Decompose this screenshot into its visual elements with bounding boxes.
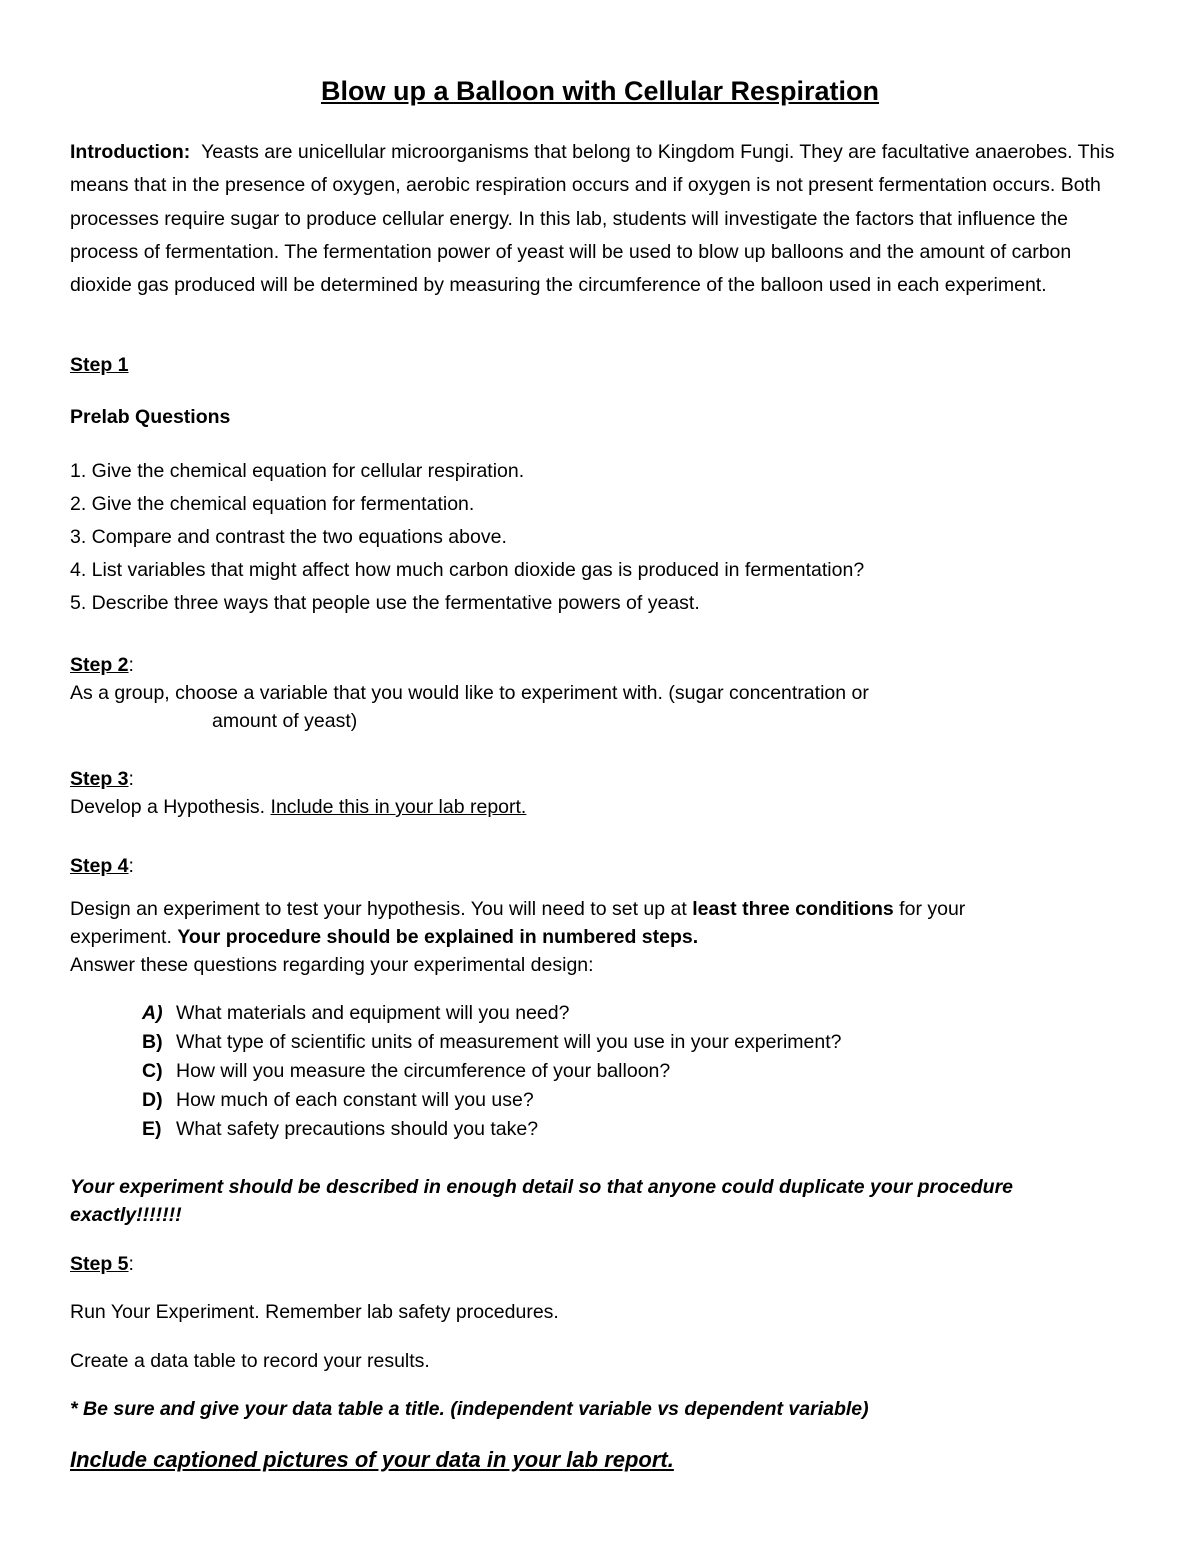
step4-heading: Step 4 <box>70 855 129 877</box>
step4-note-line1: Your experiment should be described in enough detail so that anyone could duplicate your procedure <box>70 1176 1014 1198</box>
design-question-letter: D) <box>142 1089 163 1111</box>
design-question-letter: C) <box>142 1060 163 1082</box>
prelab-question-2: 2. Give the chemical equation for fermentation. <box>70 493 475 515</box>
step3-heading-line <box>70 768 134 791</box>
step4-line2-part-a: experiment. <box>70 926 178 948</box>
prelab-question-4: 4. List variables that might affect how much carbon dioxide gas is produced in fermentation? <box>70 559 865 581</box>
design-question-b <box>142 1031 841 1054</box>
step4-text-line3: Answer these questions regarding your experimental design: <box>70 954 594 976</box>
prelab-question-1: 1. Give the chemical equation for cellular respiration. <box>70 460 525 482</box>
design-question-e <box>142 1118 538 1141</box>
step4-line2-bold: Your procedure should be explained in numbered steps. <box>177 926 699 948</box>
step5-text-line2: Create a data table to record your results. <box>70 1350 430 1372</box>
step4-line1-part-c: for your <box>893 898 966 920</box>
step2-heading-line <box>70 654 134 677</box>
design-question-text: What type of scientific units of measurement will you use in your experiment? <box>176 1031 842 1053</box>
introduction-paragraph <box>70 136 1135 302</box>
page-title: Blow up a Balloon with Cellular Respiration <box>320 76 880 106</box>
step4-text-line2 <box>70 926 698 949</box>
step1-heading: Step 1 <box>70 354 129 376</box>
step3-text <box>70 796 526 819</box>
step4-line1-bold: least three conditions <box>692 898 894 920</box>
step4-colon: : <box>128 855 134 877</box>
design-question-text: How will you measure the circumference of your balloon? <box>176 1060 671 1082</box>
design-question-letter: B) <box>142 1031 163 1053</box>
design-question-d <box>142 1089 534 1112</box>
step5-text-line1: Run Your Experiment. Remember lab safety procedures. <box>70 1301 559 1323</box>
step4-note-line2: exactly!!!!!!! <box>70 1204 182 1226</box>
design-question-letter: A) <box>142 1002 163 1024</box>
step3-colon: : <box>128 768 134 790</box>
step3-text-plain: Develop a Hypothesis. <box>70 796 271 818</box>
design-question-text: How much of each constant will you use? <box>176 1089 534 1111</box>
step5-text-line3: * Be sure and give your data table a title. (independent variable vs dependent variable) <box>70 1398 869 1420</box>
step4-line1-part-a: Design an experiment to test your hypothesis. You will need to set up at <box>70 898 693 920</box>
prelab-questions-heading: Prelab Questions <box>70 406 231 428</box>
step3-heading: Step 3 <box>70 768 129 790</box>
design-question-text: What safety precautions should you take? <box>176 1118 539 1140</box>
prelab-question-3: 3. Compare and contrast the two equations above. <box>70 526 507 548</box>
step2-colon: : <box>128 654 134 676</box>
step5-colon: : <box>128 1253 134 1275</box>
step5-heading: Step 5 <box>70 1253 129 1275</box>
step4-text-line1 <box>70 898 965 921</box>
step3-text-underlined: Include this in your lab report. <box>270 796 527 818</box>
introduction-text: Yeasts are unicellular microorganisms that belong to Kingdom Fungi. They are facultative anaerobes. This means that in the presence of oxygen, aerobic respiration occurs and if oxygen is not present fermentation occurs. Both processes require sugar to produce cellular energy. In this lab, students will investigate the factors that influence the process of fermentation. The fermentation power of yeast will be used to blow up balloons and the amount of carbon dioxide gas produced will be determined by measuring the circumference of the balloon used in each experiment. <box>70 141 1115 297</box>
step2-heading: Step 2 <box>70 654 129 676</box>
final-instruction: Include captioned pictures of your data in your lab report. <box>70 1447 674 1472</box>
step2-text-line2: amount of yeast) <box>212 710 358 732</box>
introduction-label: Introduction: <box>70 141 191 163</box>
design-question-letter: E) <box>142 1118 162 1140</box>
design-question-text: What materials and equipment will you need? <box>176 1002 570 1024</box>
step5-heading-line <box>70 1253 134 1276</box>
step4-heading-line <box>70 855 134 878</box>
design-question-a <box>142 1002 569 1025</box>
design-question-c <box>142 1060 670 1083</box>
step2-text-line1: As a group, choose a variable that you would like to experiment with. (sugar concentration or <box>70 682 869 704</box>
prelab-question-5: 5. Describe three ways that people use the fermentative powers of yeast. <box>70 592 700 614</box>
